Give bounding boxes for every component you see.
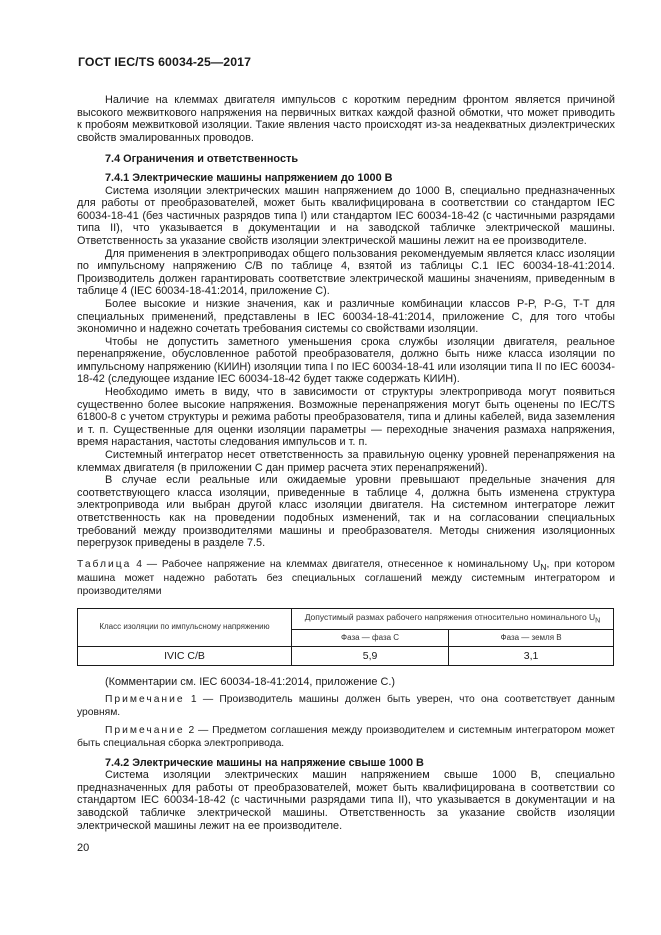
paragraph: Системный интегратор несет ответственность за правильную оценку уровней перенапряжения на клеммах двигателя (в приложении С дан пример расчета этих перенапряжений). <box>77 449 615 474</box>
table-caption-text-2: , при котором машина может надежно работать без специальных соглашений между системным интегратором и производителями <box>77 558 615 598</box>
table-subheader-phase-phase: Фаза — фаза С <box>292 629 449 646</box>
document-header: ГОСТ IEC/TS 60034-25—2017 <box>78 55 252 69</box>
table-row <box>78 646 614 665</box>
voltage-table <box>77 608 614 666</box>
document-body <box>77 94 615 832</box>
table-caption-text: — Рабочее напряжение на клеммах двигателя, отнесенное к номинальному U <box>146 558 541 570</box>
section-heading: 7.4 Ограничения и ответственность <box>105 153 299 166</box>
subsection-heading: 7.4.1 Электрические машины напряжением до 1000 В <box>105 171 393 184</box>
table-group-header <box>292 608 614 629</box>
table-caption-label: Таблица <box>77 558 132 570</box>
note-2 <box>77 725 615 750</box>
paragraph: Необходимо иметь в виду, что в зависимости от структуры электропривода могут появиться существенно более высокие напряжения. Возможные перенапряжения могут быть оценены по IEC/TS 61800-8 с учетом структуры и режима работы преобразователя, типа и длины кабелей, вида заземления и т. п. Существенные для оценки изоляции параметры — переходные значения размаха напряжения, время нарастания, частоты следования импульсов и т. п. <box>77 386 615 449</box>
note-text: — Предметом соглашения между производителем и системным интегратором может быть специальная сборка электропривода. <box>77 725 615 749</box>
table-caption <box>77 559 615 599</box>
note-text: — Производитель машины должен быть уверен, что она соответствует данным уровням. <box>77 694 615 718</box>
table-caption-subscript: N <box>540 561 547 572</box>
note-1 <box>77 694 615 719</box>
paragraph: Чтобы не допустить заметного уменьшения срока службы изоляции двигателя, реальное перенапряжение, обусловленное работой преобразователя, должно быть ниже класса изоляции по импульсному напряжению (КИИН) изоляции типа I по IEC 60034-18-41 или изоляции типа II по IEC 60034-18-42 (следующее издание IEC 60034-18-42 будет также содержать КИИН). <box>77 335 615 386</box>
paragraph: Система изоляции электрических машин напряжением до 1000 В, специально предназначенных для работы от преобразователей, может быть квалифицирована в соответствии со стандартом IEC 60034-18-41 (без частичных разрядов типа I) или стандартом IEC 60034-18-42 (с частичными разрядами типа II), что указывается в документации и на заводской табличке электрической машины. Ответственность за указание свойств изоляции электрической машины лежит на ее производителе. <box>77 184 615 247</box>
paragraph: Наличие на клеммах двигателя импульсов с коротким передним фронтом является причиной высокого межвиткового напряжения на первичных витках каждой фазной обмотки, что может приводить к пробоям межвитковой изоляции. Такие явления часто происходят из-за неадекватных диэлектрических свойств эмалированных проводов. <box>77 94 615 144</box>
table-caption-number: 4 <box>136 558 142 570</box>
note-label: Примечание <box>105 725 185 737</box>
group-header-subscript: N <box>595 616 601 625</box>
note-number: 2 <box>188 725 195 737</box>
note-number: 1 <box>190 694 197 706</box>
subsection-heading: 7.4.2 Электрические машины на напряжение свыше 1000 В <box>105 756 424 769</box>
page-number: 20 <box>77 842 90 854</box>
table-cell-phase-phase: 5,9 <box>292 646 449 665</box>
paragraph: В случае если реальные или ожидаемые уровни превышают предельные значения для соответствующего класса изоляции, приведенные в таблице 4, должна быть изменена структура электропривода или выбран другой класс изоляции двигателя. На системном интеграторе лежит ответственность как на проведении подобных изменений, так и на согласовании специальных требований между производителями машины и преобразователя. Методы снижения изоляционных перегрузок приведены в разделе 7.5. <box>77 474 615 550</box>
table-cell-class: IVIC C/B <box>78 646 292 665</box>
group-header-text: Допустимый размах рабочего напряжения относительно номинального U <box>304 612 596 623</box>
note-label: Примечание <box>105 694 185 706</box>
paragraph: Более высокие и низкие значения, как и различные комбинации классов P-P, P-G, T-T для специальных применений, представлены в IEC 60034-18-41:2014, приложение С, для того чтобы экономично и надежно сочетать требования системы со свойствами изоляции. <box>77 297 615 336</box>
comment: (Комментарии см. IEC 60034-18-41:2014, приложение С.) <box>105 675 395 688</box>
table-subheader-phase-ground: Фаза — земля В <box>449 629 614 646</box>
table-column-header: Класс изоляции по импульсному напряжению <box>78 608 292 646</box>
paragraph: Система изоляции электрических машин напряжением свыше 1000 В, специально предназначенных для работы от преобразователей, может быть квалифицирована в соответствии со стандартом IEC 60034-18-42 (с частичными разрядами типа II), что указывается в документации и на заводской табличке электрической машины. Ответственность за указание свойств изоляции электрической машины лежит на ее производителе. <box>77 769 615 832</box>
paragraph: Для применения в электроприводах общего пользования рекомендуемым является класс изоляции по импульсному напряжению C/B по таблице 4, взятой из таблицы С.1 IEC 60034-18-41:2014. Производитель должен гарантировать соответствие электрической машины значениям, приведенным в таблице 4 (IEC 60034-18-41:2014, приложение С). <box>77 247 615 298</box>
table-cell-phase-ground: 3,1 <box>449 646 614 665</box>
